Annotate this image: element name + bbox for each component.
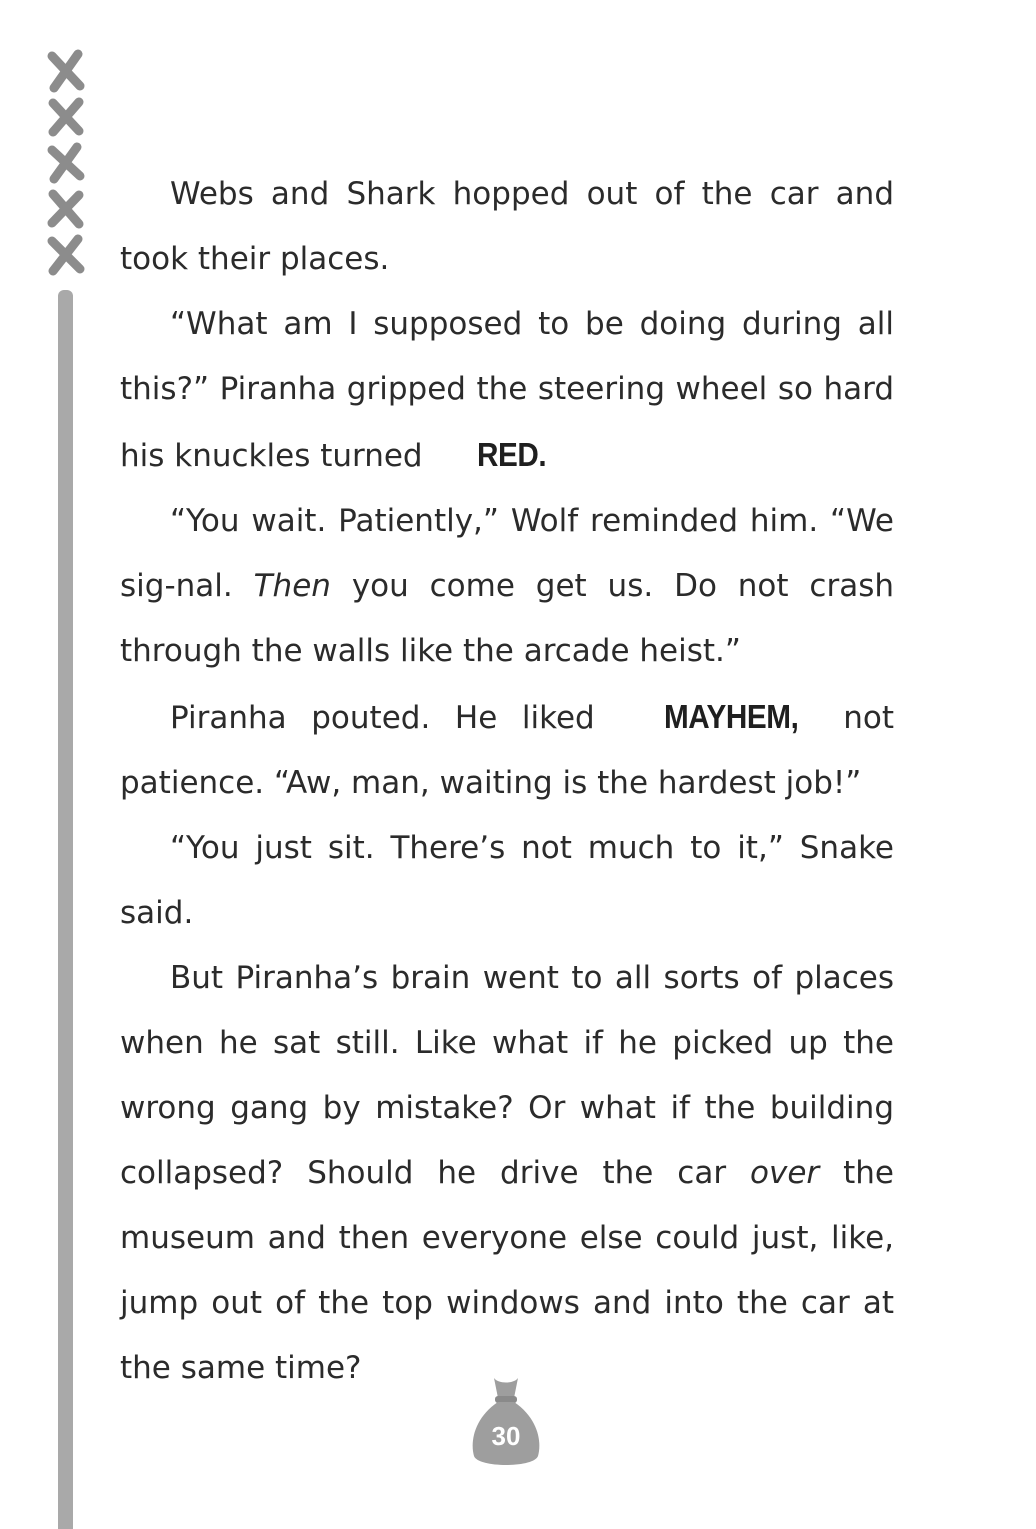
paragraph: [120, 292, 894, 489]
paragraph: [120, 684, 894, 816]
paragraph-text: you come get us. Do not crash through the walls like the arcade heist.”: [120, 568, 894, 669]
margin-rule: [58, 290, 73, 1529]
paragraph: [120, 816, 894, 946]
page-number: 30: [491, 1421, 521, 1451]
x-mark-icon: [44, 140, 88, 186]
paragraph: [120, 489, 894, 684]
italic-word: Then: [253, 568, 331, 604]
x-mark-icon: [44, 48, 88, 94]
x-mark-icon: [44, 232, 88, 278]
emphasis-word: MAYHEM,: [664, 698, 799, 735]
italic-word: over: [750, 1155, 820, 1191]
paragraph-text: “You just sit. There’s not much to it,” Snake said.: [120, 830, 894, 931]
paragraph-text: “You wait. Patiently,” Wolf reminded him. “We sig-nal.: [120, 503, 894, 604]
margin-x-marks: [44, 48, 88, 278]
paragraph-text: “What am I supposed to be doing during all this?” Piranha gripped the steering wheel so hard his knuckles turned: [120, 306, 894, 474]
paragraph-text: Piranha pouted. He liked: [170, 700, 595, 736]
paragraph-text: But Piranha’s brain went to all sorts of places when he sat still. Like what if he picked up the wrong gang by mistake? Or what if the building collapsed? Should he drive the car: [120, 960, 894, 1191]
x-mark-icon: [44, 94, 88, 140]
paragraph-text: the museum and then everyone else could just, like, jump out of the top windows and into the car at the same time?: [120, 1155, 894, 1386]
paragraph-text: Webs and Shark hopped out of the car and took their places.: [120, 176, 894, 277]
paragraph: [120, 162, 894, 292]
paragraph-text: not patience. “Aw, man, waiting is the hardest job!”: [120, 700, 895, 801]
x-mark-icon: [44, 186, 88, 232]
body-text: [120, 162, 894, 1401]
emphasis-word: RED.: [477, 436, 547, 473]
paragraph: [120, 946, 894, 1401]
